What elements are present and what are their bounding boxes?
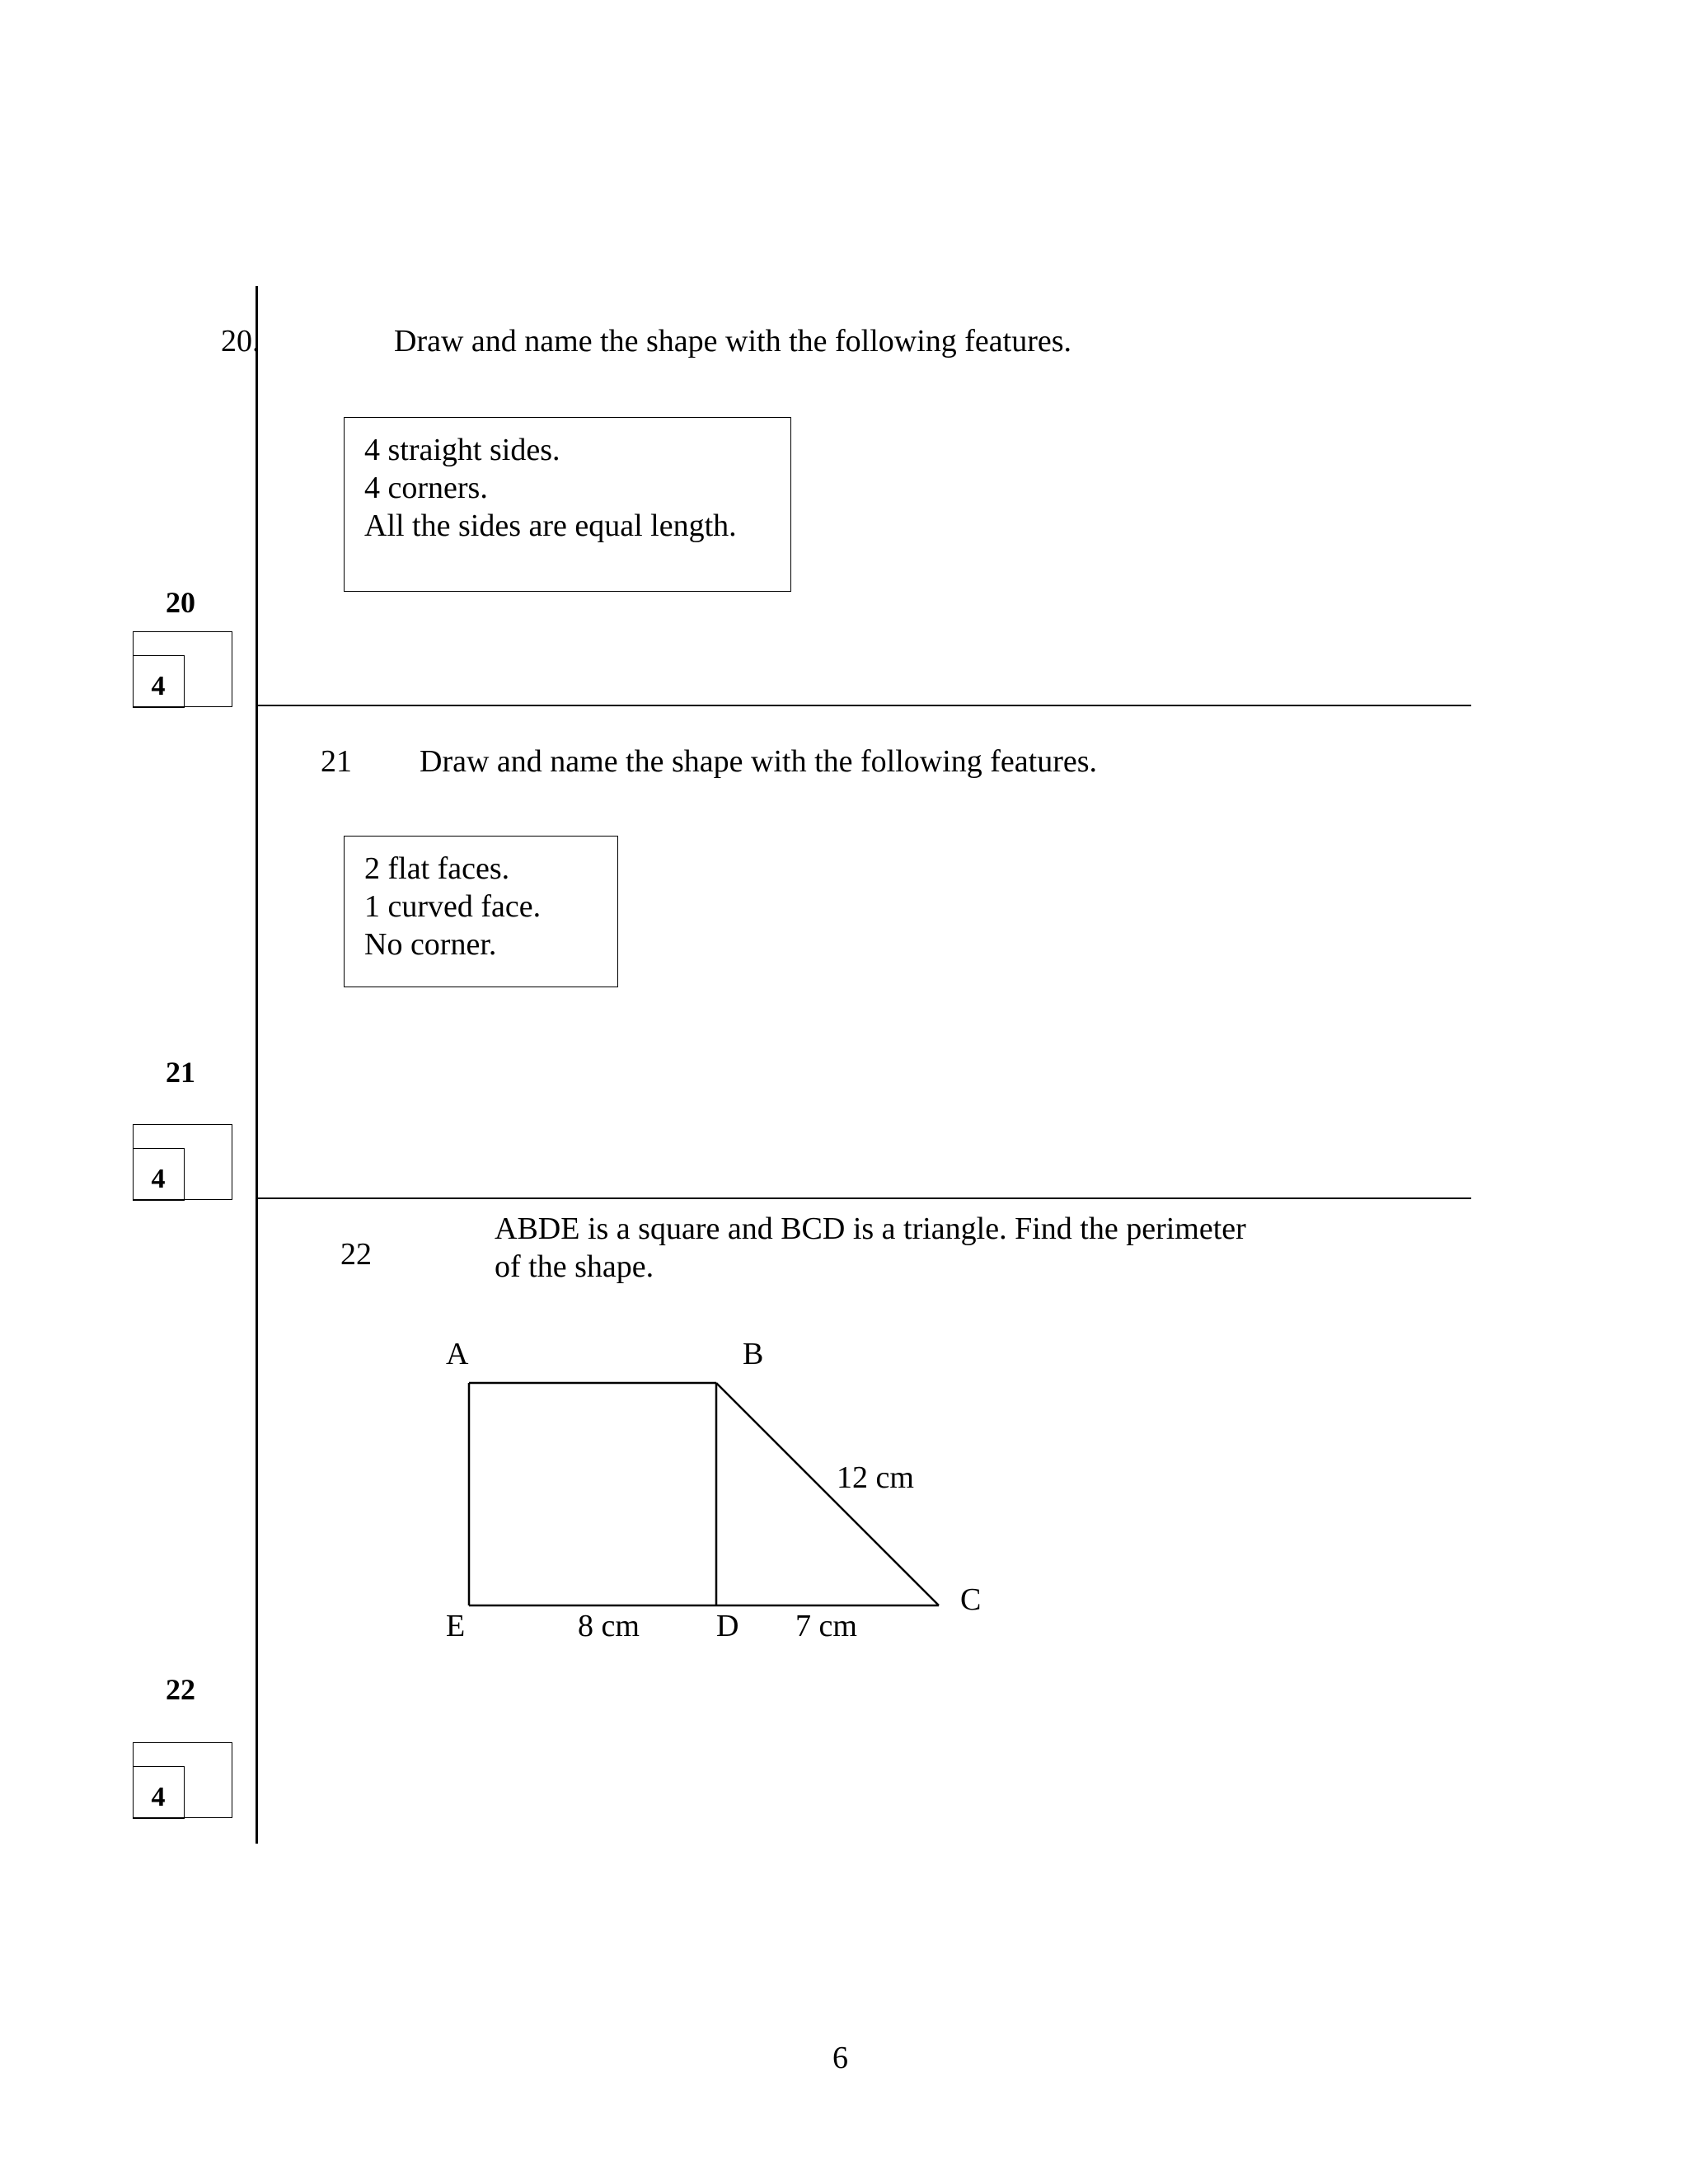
measure-dc: 7 cm	[795, 1609, 857, 1643]
vertex-b: B	[743, 1337, 764, 1371]
q21-number: 21	[321, 744, 352, 779]
q20-margin-number: 20	[166, 586, 195, 619]
q22-prompt-line2: of the shape.	[495, 1249, 654, 1284]
q21-margin-number: 21	[166, 1056, 195, 1089]
q20-number: 20.	[221, 324, 260, 359]
q21-feature-2: 1 curved face.	[364, 889, 542, 924]
vertex-e: E	[446, 1609, 466, 1643]
vertex-d: D	[716, 1609, 739, 1643]
q21-prompt: Draw and name the shape with the following features.	[420, 744, 1098, 779]
q20-feature-3: All the sides are equal length.	[364, 509, 737, 543]
q22-marks-cell	[133, 1766, 185, 1819]
q22-prompt-line1: ABDE is a square and BCD is a triangle. Find the perimeter	[495, 1212, 1246, 1246]
q20-prompt: Draw and name the shape with the following features.	[394, 324, 1072, 359]
q20-marks: 4	[151, 670, 166, 701]
q22-margin-number: 22	[166, 1673, 195, 1706]
q21-feature-1: 2 flat faces.	[364, 851, 510, 886]
q22-number: 22	[340, 1237, 372, 1272]
q21-feature-3: No corner.	[364, 927, 497, 962]
page-number: 6	[832, 2041, 848, 2075]
vertex-c: C	[960, 1582, 982, 1617]
q20-feature-1: 4 straight sides.	[364, 433, 560, 467]
q22-marks: 4	[151, 1781, 166, 1812]
q22-score-box	[133, 1742, 232, 1818]
q20-feature-2: 4 corners.	[364, 471, 488, 505]
measure-ed: 8 cm	[578, 1609, 640, 1643]
vertex-a: A	[446, 1337, 469, 1371]
q21-marks: 4	[151, 1163, 166, 1194]
measure-bc: 12 cm	[837, 1460, 914, 1495]
